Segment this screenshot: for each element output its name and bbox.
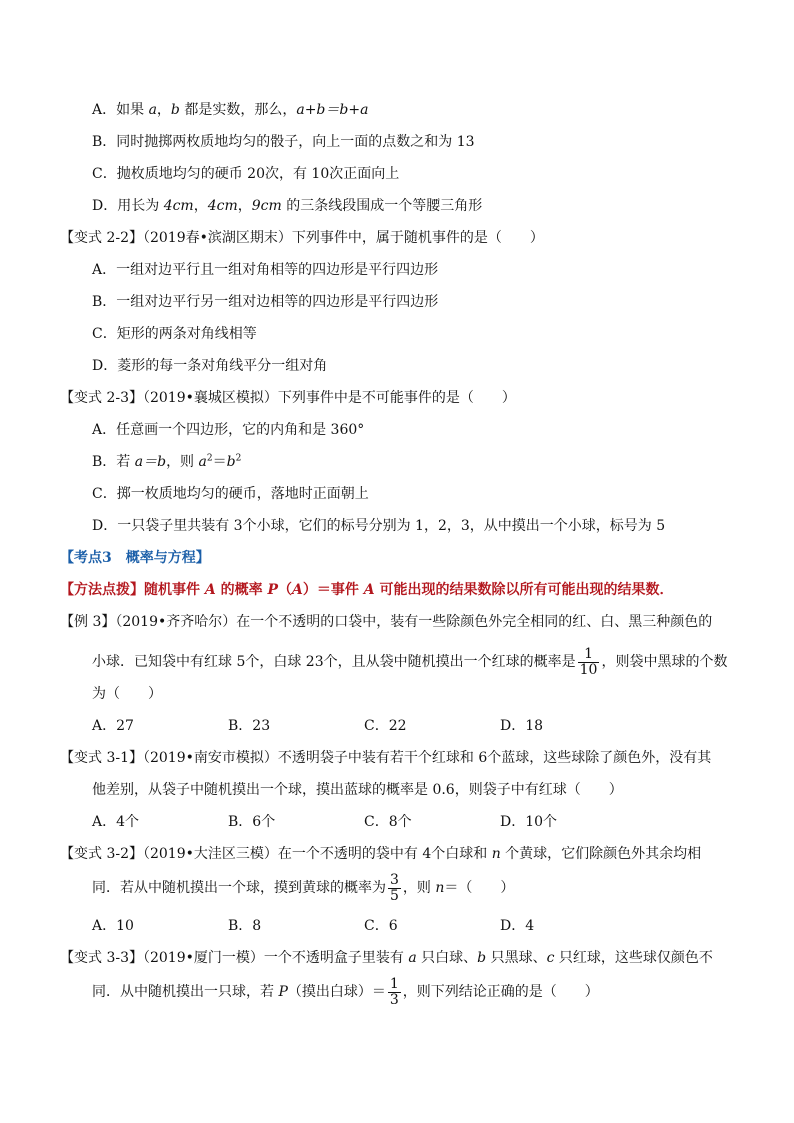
variant-3-2-heading <box>60 844 701 864</box>
separator: ， <box>193 198 208 214</box>
option-text: A．如果 <box>92 102 149 118</box>
question-text: ＝（ ） <box>444 880 515 896</box>
option-text: B．若 <box>92 454 135 470</box>
question-text: 只白球、 <box>416 950 478 966</box>
question-text: ，则下列结论正确的是（ ） <box>402 984 599 1000</box>
option-d: D．一只袋子里共装有 3个小球，它们的标号分别为 1，2，3，从中摸出一个小球，标号为 5 <box>92 518 666 534</box>
choice-b: B．6个 <box>228 814 276 830</box>
var-a: a <box>408 950 417 966</box>
separator: ， <box>237 198 252 214</box>
variant-3-1-heading: 【变式 3-1】（2019•南安市模拟）不透明袋子中装有若干个红球和 6个蓝球，这些球除了颜色外，没有其 <box>60 750 712 766</box>
variant-3-1-line-2: 他差别，从袋子中随机摸出一个球，摸出蓝球的概率是 0.6，则袋子中有红球（ ） <box>92 782 623 798</box>
denominator: 5 <box>390 887 399 904</box>
section-heading: 【考点3 概率与方程】 <box>60 550 210 566</box>
option-text: 的三条线段围成一个等腰三角形 <box>281 198 483 214</box>
equation: a+b＝b+a <box>296 102 369 118</box>
choice-d: D．10个 <box>500 814 558 830</box>
option-a <box>92 100 368 120</box>
method-text: 可能出现的结果数除以所有可能出现的结果数． <box>374 582 674 598</box>
example-3-heading: 【例 3】（2019•齐齐哈尔）在一个不透明的口袋中，装有一些除颜色外完全相同的红、白、黑三种颜色的 <box>60 614 713 630</box>
question-text: 【变式 3-3】（2019•厦门一模）一个不透明盒子里装有 <box>60 950 409 966</box>
question-text: 只红球，这些球仅颜色不 <box>554 950 713 966</box>
variant-2-3-heading: 【变式 2-3】（2019•襄城区模拟）下列事件中是不可能事件的是（ ） <box>60 390 516 406</box>
var-A: A <box>363 582 375 598</box>
denominator: 10 <box>579 661 598 678</box>
choice-b: B．23 <box>228 718 271 734</box>
option-d <box>92 196 482 216</box>
var-c: c <box>546 950 555 966</box>
question-text: 个黄球，它们除颜色外其余均相 <box>500 846 702 862</box>
answer-choices <box>92 812 636 832</box>
length-2: 4cm <box>207 198 238 214</box>
method-text: 的概率 <box>215 582 268 598</box>
option-text: D．用长为 <box>92 198 164 214</box>
var-b: b <box>477 950 487 966</box>
var-a: a <box>198 454 207 470</box>
option-c: C．矩形的两条对角线相等 <box>92 326 257 342</box>
question-text: 【变式 3-2】（2019•大洼区三模）在一个不透明的袋中有 4个白球和 <box>60 846 492 862</box>
numerator: 3 <box>390 871 399 888</box>
numerator: 1 <box>578 647 600 663</box>
denominator: 3 <box>389 991 399 1008</box>
choice-d: D．4 <box>500 918 535 934</box>
length-3: 9cm <box>251 198 282 214</box>
var-P: P <box>278 984 288 1000</box>
var-n: n <box>435 880 445 896</box>
fraction <box>388 873 401 904</box>
option-c: C．掷一枚质地均匀的硬币，落地时正面朝上 <box>92 486 369 502</box>
method-text: （ <box>278 582 293 598</box>
method-tip <box>60 580 674 600</box>
option-d: D．菱形的每一条对角线平分一组对角 <box>92 358 328 374</box>
var-n: n <box>491 846 501 862</box>
question-text: ，则袋中黑球的个数 <box>601 654 728 670</box>
method-text: ）＝事件 <box>302 582 364 598</box>
choice-a: A．4个 <box>92 814 140 830</box>
numerator: 1 <box>389 975 399 992</box>
choice-c: C．6 <box>364 918 398 934</box>
option-text: ，则 <box>166 454 199 470</box>
variant-3-2-line-2 <box>92 870 514 906</box>
var-a: a <box>148 102 157 118</box>
var-b: b <box>226 454 236 470</box>
option-b <box>92 452 241 472</box>
fraction <box>578 647 600 678</box>
variant-2-2-heading: 【变式 2-2】（2019春•滨湖区期末）下列事件中，属于随机事件的是（ ） <box>60 230 544 246</box>
choice-c: C．8个 <box>364 814 412 830</box>
method-label: 【方法点拨】 <box>60 582 144 598</box>
fraction <box>388 977 401 1008</box>
separator: ， <box>156 102 171 118</box>
answer-choices <box>92 916 636 936</box>
choice-a: A．10 <box>92 918 134 934</box>
condition: a＝b <box>134 454 167 470</box>
option-text: 都是实数，那么， <box>179 102 297 118</box>
question-text: 同．从中随机摸出一只球，若 <box>92 984 279 1000</box>
example-3-line-3: 为（ ） <box>92 686 162 702</box>
variant-3-3-heading <box>60 948 713 968</box>
choice-c: C．22 <box>364 718 407 734</box>
question-text: （摸出白球）＝ <box>287 984 386 1000</box>
method-text: 随机事件 <box>144 582 205 598</box>
variant-3-3-line-2 <box>92 974 599 1010</box>
exponent: 2 <box>206 453 213 464</box>
choice-d: D．18 <box>500 718 544 734</box>
option-b: B．一组对边平行另一组对边相等的四边形是平行四边形 <box>92 294 439 310</box>
option-c: C．抛枚质地均匀的硬币 20次，有 10次正面向上 <box>92 166 400 182</box>
length-1: 4cm <box>163 198 194 214</box>
choice-a: A．27 <box>92 718 134 734</box>
exponent: 2 <box>235 453 242 464</box>
var-A: A <box>204 582 216 598</box>
answer-choices <box>92 716 636 736</box>
var-P: P <box>267 582 279 598</box>
option-b: B．同时抛掷两枚质地均匀的骰子，向上一面的点数之和为 13 <box>92 134 475 150</box>
var-A: A <box>292 582 303 598</box>
choice-b: B．8 <box>228 918 262 934</box>
equals-sign: ＝ <box>212 454 227 470</box>
option-a: A．任意画一个四边形，它的内角和是 360° <box>92 422 365 438</box>
question-text: 小球．已知袋中有红球 5个，白球 23个，且从袋中随机摸出一个红球的概率是 <box>92 654 576 670</box>
question-text: 同．若从中随机摸出一个球，摸到黄球的概率为 <box>92 880 386 896</box>
example-3-line-2 <box>92 644 727 680</box>
question-text: ，则 <box>402 880 436 896</box>
var-b: b <box>170 102 180 118</box>
option-a: A．一组对边平行且一组对角相等的四边形是平行四边形 <box>92 262 439 278</box>
question-text: 只黑球、 <box>486 950 547 966</box>
